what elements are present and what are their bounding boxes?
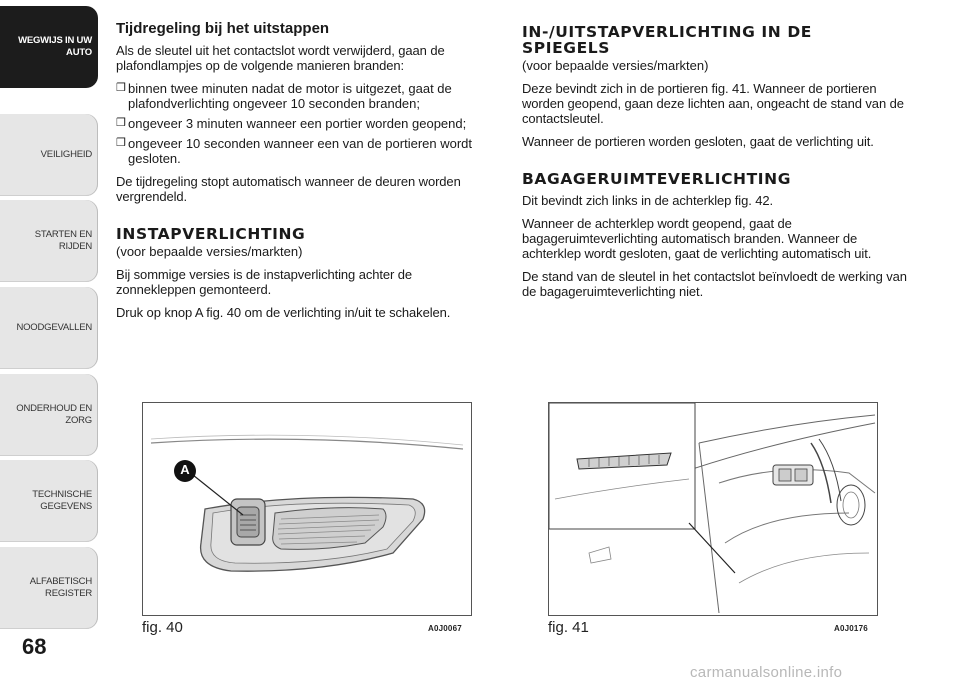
- fig-41-code: A0J0176: [834, 624, 868, 633]
- watermark-text: carmanualsonline.info: [690, 664, 843, 681]
- figure-40: [142, 402, 472, 616]
- checkbox-bullet-icon: ❒: [116, 82, 126, 94]
- list-item: [116, 136, 478, 166]
- bagage-p2: Wanneer de achterklep wordt geopend, gaat de bagageruimteverlichting automatisch branden. Wanneer de achterklep wordt gesloten, gaat de verlichting automatisch uit.: [522, 216, 872, 261]
- instap-note: (voor bepaalde versies/markten): [116, 244, 303, 259]
- tab-veiligheid[interactable]: [0, 114, 98, 196]
- tab-wegwijs[interactable]: [0, 6, 98, 88]
- checkbox-bullet-icon: ❒: [116, 137, 126, 149]
- page-number: 68: [22, 634, 47, 659]
- instap-heading: INSTAPVERLICHTING: [116, 225, 306, 243]
- instap-p1: Bij sommige versies is de instapverlichting achter de zonnekleppen gemonteerd.: [116, 267, 412, 297]
- tab-label: TECHNISCHE GEGEVENS: [32, 489, 92, 512]
- fig-40-caption: fig. 40: [142, 619, 183, 636]
- bagage-p1: Dit bevindt zich links in de achterklep fig. 42.: [522, 193, 773, 208]
- right-column: [522, 14, 914, 307]
- fig-41-caption: fig. 41: [548, 619, 589, 636]
- tab-onderhoud[interactable]: [0, 374, 98, 456]
- spiegels-heading: IN-/UITSTAPVERLICHTING IN DE SPIEGELS: [522, 23, 812, 57]
- tab-technische[interactable]: [0, 460, 98, 542]
- tab-label: ALFABETISCH REGISTER: [29, 576, 92, 599]
- checkbox-bullet-icon: ❒: [116, 117, 126, 129]
- fig-40-code: A0J0067: [428, 624, 462, 633]
- timer-outro: De tijdregeling stopt automatisch wanneer de deuren worden vergrendeld.: [116, 174, 461, 204]
- spiegels-note: (voor bepaalde versies/markten): [522, 58, 709, 73]
- left-column: [116, 14, 478, 328]
- spiegels-p2: Wanneer de portieren worden gesloten, gaat de verlichting uit.: [522, 134, 874, 149]
- timer-intro: Als de sleutel uit het contactslot wordt verwijderd, gaan de plafondlampjes op de volgende manieren branden:: [116, 43, 445, 73]
- tab-label: ONDERHOUD EN ZORG: [16, 403, 92, 426]
- chapter-sidebar: [0, 0, 100, 686]
- instap-p2: Druk op knop A fig. 40 om de verlichting in/uit te schakelen.: [116, 305, 451, 320]
- sun-visor-light-illustration: [143, 403, 471, 615]
- list-item: [116, 81, 478, 111]
- tab-label: NOODGEVALLEN: [16, 322, 92, 333]
- tab-starten[interactable]: [0, 200, 98, 282]
- timer-bullets: [116, 81, 478, 166]
- bullet-text: ongeveer 10 seconden wanneer een van de portieren wordt gesloten.: [128, 136, 473, 166]
- tab-alfabetisch[interactable]: [0, 547, 98, 629]
- tab-label: WEGWIJS IN UW AUTO: [18, 35, 92, 58]
- bagage-heading: BAGAGERUIMTEVERLICHTING: [522, 170, 792, 188]
- bullet-text: binnen twee minuten nadat de motor is uitgezet, gaat de plafondverlichting ongeveer 10 seconden branden;: [128, 81, 452, 111]
- callout-a-label: A: [180, 462, 190, 477]
- figure-41: [548, 402, 878, 616]
- door-mirror-light-illustration: [549, 403, 877, 615]
- bullet-text: ongeveer 3 minuten wanneer een portier worden geopend;: [128, 116, 467, 131]
- tab-noodgevallen[interactable]: [0, 287, 98, 369]
- spiegels-p1: Deze bevindt zich in de portieren fig. 41. Wanneer de portieren worden geopend, gaan deze lichten aan, ongeacht de stand van de contactsleutel.: [522, 81, 904, 126]
- bagage-p3: De stand van de sleutel in het contactslot beïnvloedt de werking van de bagageruimteverlichting niet.: [522, 269, 907, 299]
- list-item: [116, 116, 478, 131]
- timer-heading: Tijdregeling bij het uitstappen: [116, 20, 330, 37]
- tab-label: VEILIGHEID: [40, 149, 92, 160]
- tab-label: STARTEN EN RIJDEN: [34, 229, 92, 252]
